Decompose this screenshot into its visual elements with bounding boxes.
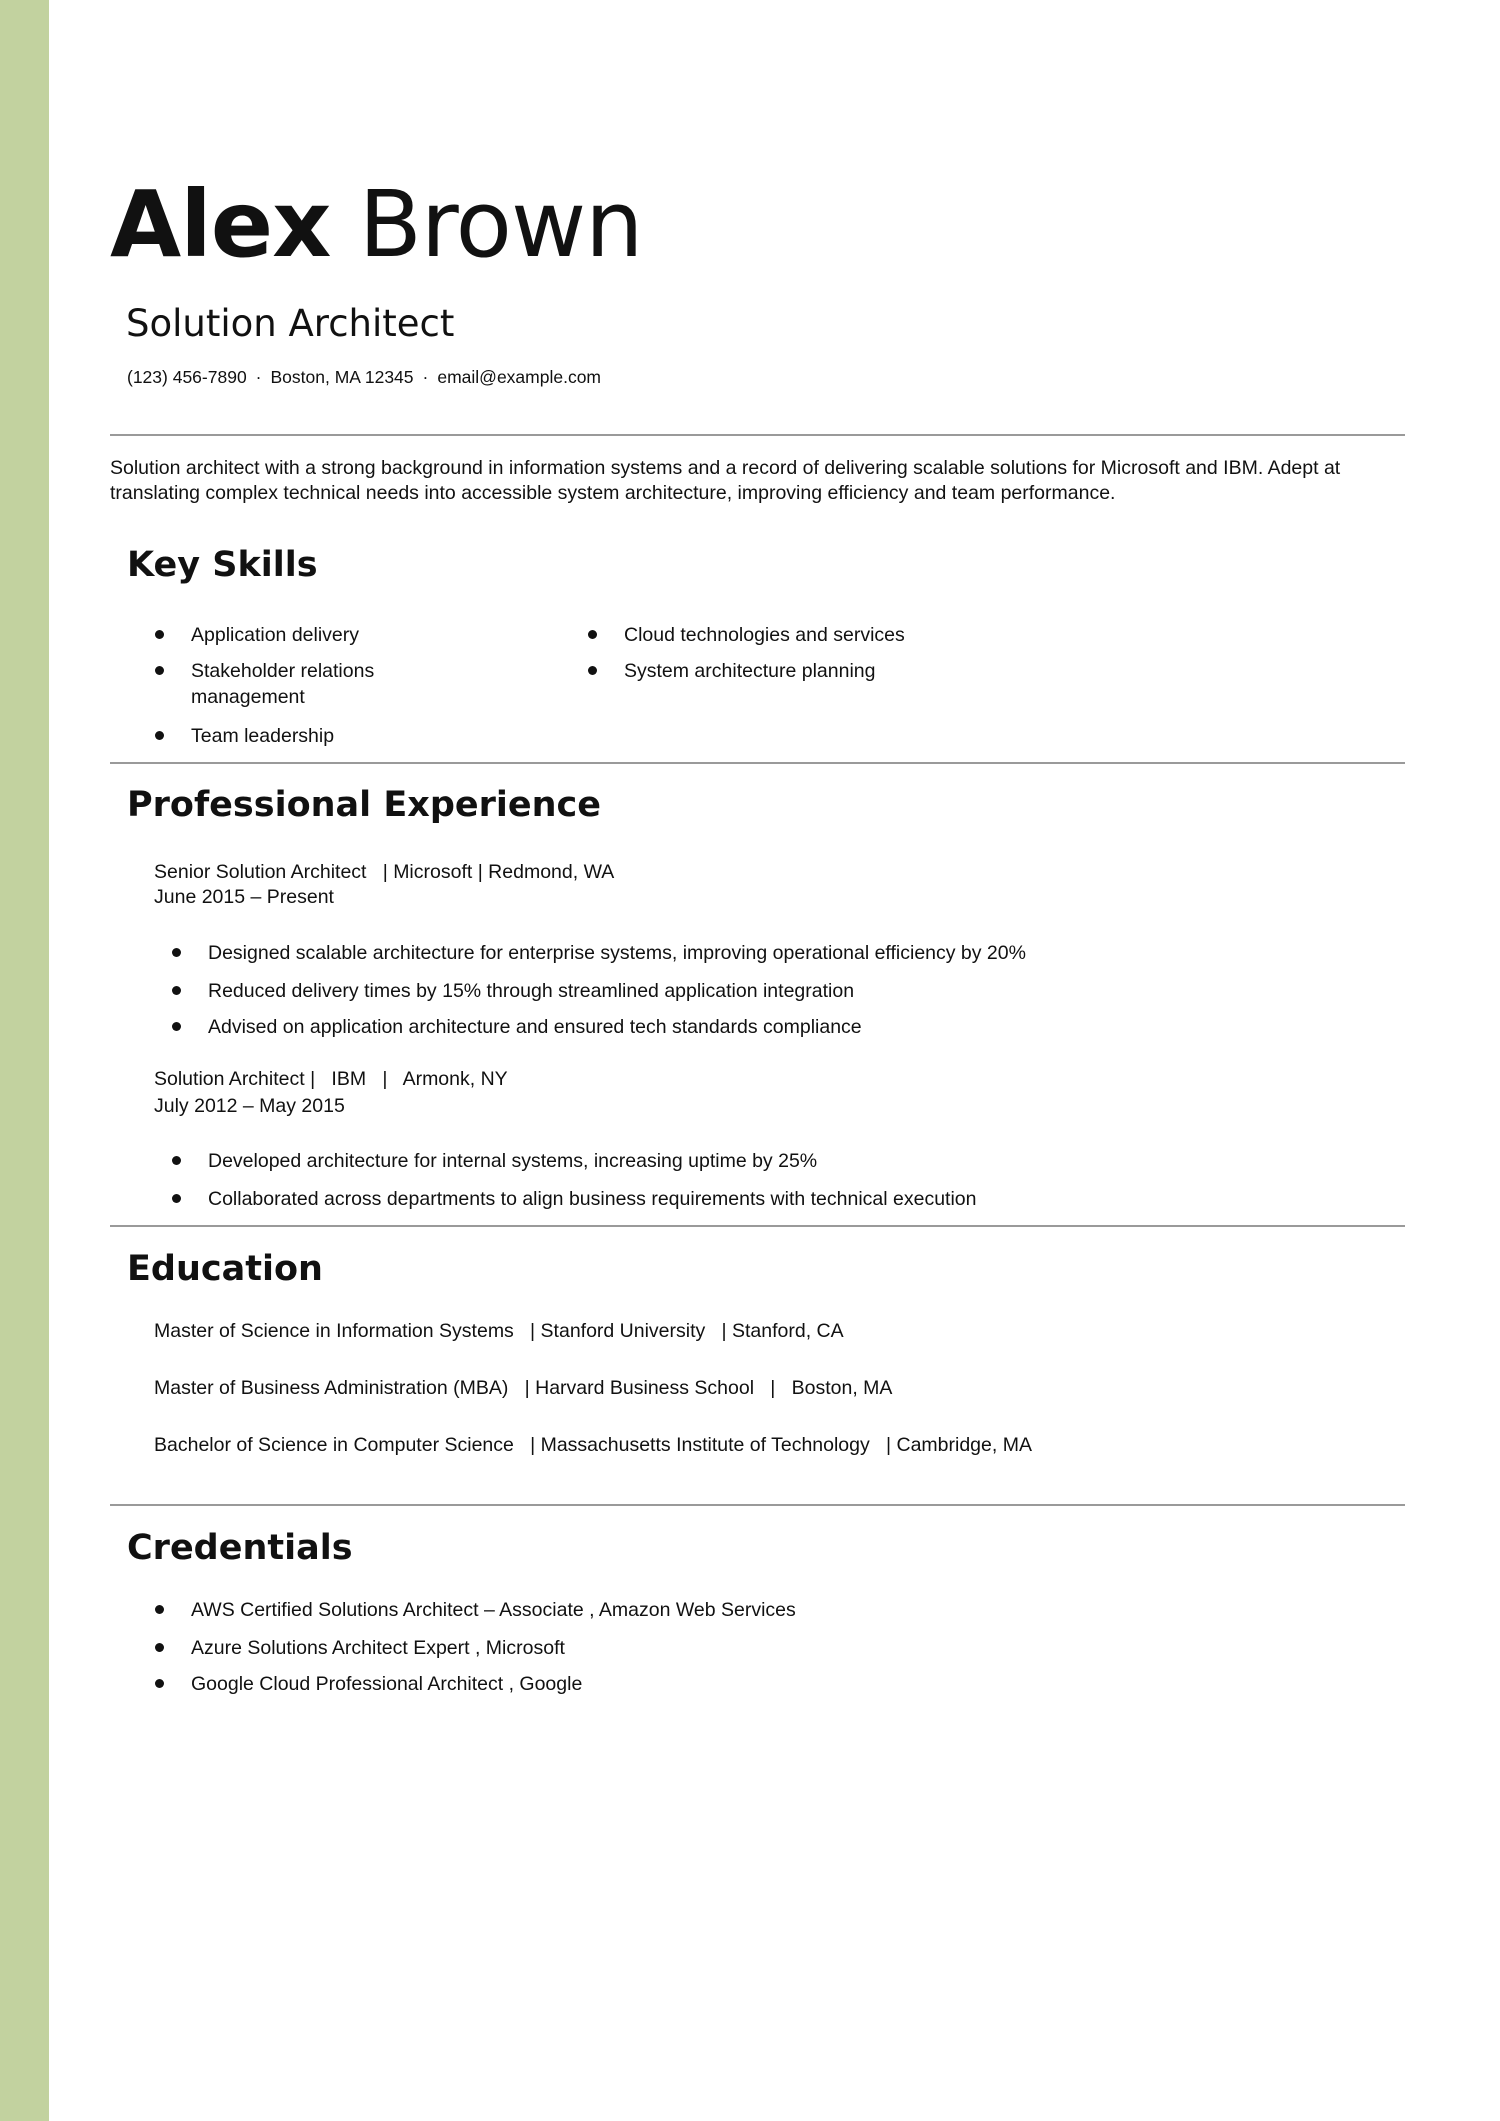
bullet-icon [155,1643,164,1652]
contact-line [127,365,601,389]
bullet-icon [155,666,164,675]
job-title: Solution Architect [126,302,455,345]
bullet-icon [172,986,181,995]
education-item: Master of Business Administration (MBA) | Harvard Business School | Boston, MA [154,1377,893,1399]
education-item: Bachelor of Science in Computer Science | Massachusetts Institute of Technology | Cambridge, MA [154,1434,1032,1456]
bullet-icon [155,1605,164,1614]
phone: (123) 456-7890 [127,367,247,387]
location: Boston, MA 12345 [270,367,414,387]
bullet-icon [172,1194,181,1203]
candidate-name [110,170,643,280]
bullet-icon [172,1022,181,1031]
bullet-icon [588,630,597,639]
last-name: Brown [358,171,643,278]
first-name: Alex [110,171,331,278]
contact-separator: · [422,367,429,387]
bullet-icon [155,630,164,639]
bullet-icon [155,1679,164,1688]
divider [110,434,1405,436]
bullet-icon [588,666,597,675]
experience-heading: Professional Experience [127,785,602,825]
skills-heading: Key Skills [127,545,318,585]
job-title-line: Senior Solution Architect | Microsoft | Redmond, WA [154,861,615,883]
divider [110,762,1405,764]
summary: Solution architect with a strong background in information systems and a record of delivering scalable solutions for Microsoft and IBM. Adept at translating complex technical needs into accessible system architecture, improving efficiency and team performance. [110,457,1341,504]
divider [110,1225,1405,1227]
job-dates: July 2012 – May 2015 [154,1095,345,1117]
education-item: Master of Science in Information Systems | Stanford University | Stanford, CA [154,1320,844,1342]
bullet-icon [155,731,164,740]
credentials-heading: Credentials [127,1528,353,1568]
email: email@example.com [437,367,602,387]
job-dates: June 2015 – Present [154,886,334,908]
contact-separator: · [255,367,262,387]
education-heading: Education [127,1249,323,1289]
job-title-line: Solution Architect | IBM | Armonk, NY [154,1068,508,1090]
divider [110,1504,1405,1506]
bullet-icon [172,948,181,957]
bullet-icon [172,1156,181,1165]
decorative-side-bar [0,0,49,2121]
